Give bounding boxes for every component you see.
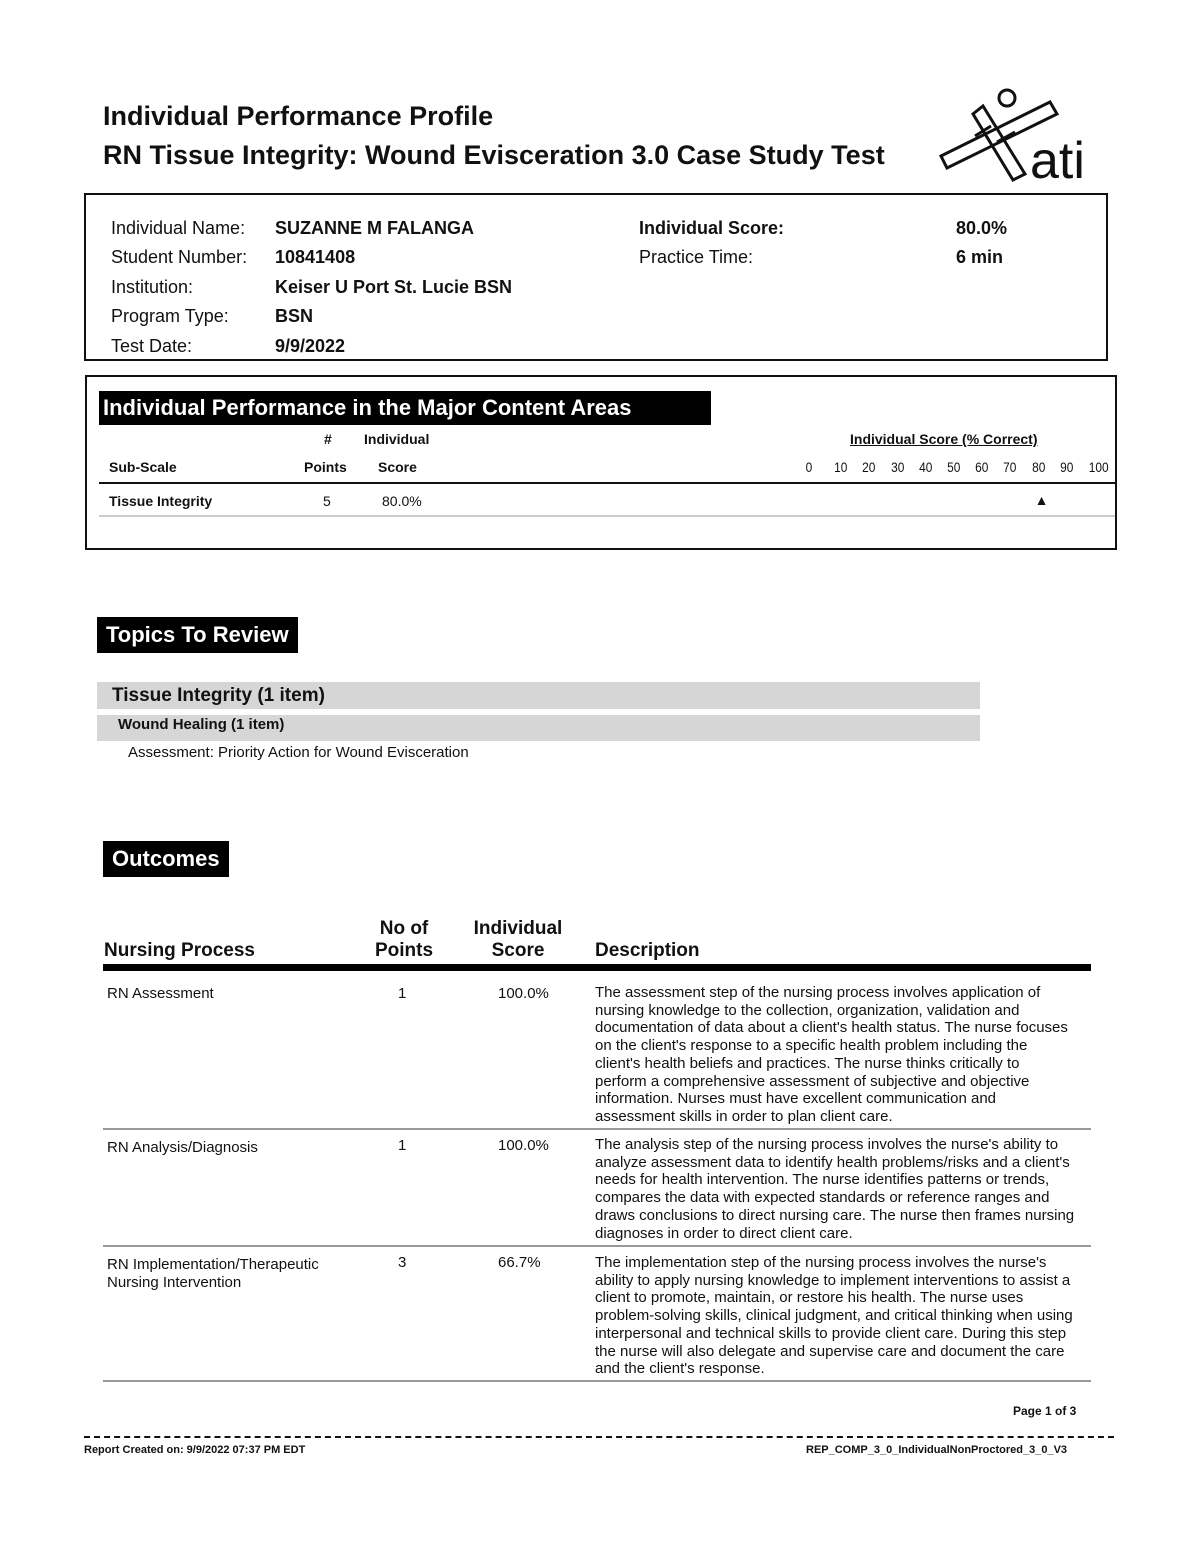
scale-tick: 20: [862, 459, 876, 475]
score-scale-title: Individual Score (% Correct): [850, 431, 1038, 447]
student-number-label: Student Number:: [111, 247, 248, 267]
scale-tick: 40: [918, 459, 933, 475]
outcome-points: 1: [398, 1137, 407, 1154]
no-of-header-line: No of: [379, 918, 429, 939]
scale-tick: 50: [947, 459, 961, 475]
scale-tick: 60: [975, 459, 989, 475]
outcome-process: RN Implementation/Therapeutic Nursing Intervention: [107, 1256, 319, 1291]
scale-tick: 70: [1003, 459, 1017, 475]
topic-subcategory: Wound Healing (1 item): [97, 715, 980, 741]
outcome-points: 3: [398, 1254, 407, 1271]
student-number-value: 10841408: [275, 247, 356, 267]
scale-tick: 100: [1088, 459, 1109, 475]
header-rule: [99, 482, 1115, 484]
score-header-line: Score: [491, 940, 545, 961]
description-header: Description: [595, 940, 700, 961]
outcome-process: RN Assessment: [107, 985, 214, 1002]
subscale-header: Sub-Scale: [109, 459, 177, 475]
outcome-score: 100.0%: [498, 1137, 549, 1154]
outcome-score: 66.7%: [498, 1254, 541, 1271]
no-of-points-header: [372, 918, 436, 962]
scale-tick: 80: [1031, 459, 1046, 475]
row-points: 5: [323, 493, 331, 509]
content-areas-heading: Individual Performance in the Major Content Areas: [99, 391, 711, 425]
outcomes-header-rule: [103, 964, 1091, 971]
individual-score-header: [470, 918, 566, 962]
points-hash-header: #: [324, 431, 332, 447]
institution-value: Keiser U Port St. Lucie BSN: [275, 277, 513, 297]
report-title: Individual Performance Profile: [103, 101, 494, 131]
footer-divider: [84, 1436, 1114, 1438]
report-code: REP_COMP_3_0_IndividualNonProctored_3_0_V3: [806, 1444, 1068, 1456]
row-subscale: Tissue Integrity: [109, 493, 213, 509]
report-created: Report Created on: 9/9/2022 07:37 PM EDT: [84, 1444, 306, 1456]
row-rule: [99, 515, 1115, 517]
outcome-description: The analysis step of the nursing process involves the nurse's ability to analyze assessment data to identify health problems/risks and a client's needs for health intervention. The nurse identifies patterns or trends, compares the data with expected standards or reference ranges and draws conclusions to direct nursing care. The nurse then frames nursing diagnoses in order to direct client care.: [595, 1136, 1075, 1242]
test-title: RN Tissue Integrity: Wound Evisceration 3.0 Case Study Test: [103, 140, 885, 170]
test-date-value: 9/9/2022: [275, 336, 346, 356]
practice-time-value: 6 min: [956, 247, 1004, 267]
scale-tick: 10: [834, 459, 848, 475]
name-label: Individual Name:: [111, 218, 246, 238]
name-value: SUZANNE M FALANGA: [275, 218, 474, 238]
topic-item: Assessment: Priority Action for Wound Evisceration: [128, 744, 469, 761]
outcome-description: The implementation step of the nursing process involves the nurse's ability to apply nursing knowledge to implement interventions to assist a client to promote, maintain, or restore his health. The nurse uses problem-solving skills, clinical judgment, and critical thinking when using interpersonal and technical skills to provide client care. During this step the nurse will also delegate and supervise care and document the care and the client's response.: [595, 1254, 1073, 1378]
outcome-points: 1: [398, 985, 407, 1002]
row-score: 80.0%: [382, 493, 422, 509]
page-number: Page 1 of 3: [1013, 1404, 1077, 1418]
outcome-description: The assessment step of the nursing process involves application of nursing knowledge to the collection, organization, validation and documentation of data about a client's health status. The nurse focuses on the client's response to a specific health problem including the client's health beliefs and practices. The nurse thinks critically to perform a comprehensive assessment of subjective and objective information. Nurses must have excellent communication and assessment skills in order to plan client care.: [595, 984, 1068, 1125]
individual-score-label: Individual Score:: [639, 218, 785, 238]
points-header: Points: [304, 459, 347, 475]
scale-tick: 0: [805, 459, 813, 475]
score-header: Score: [378, 459, 417, 475]
program-type-label: Program Type:: [111, 306, 229, 326]
outcome-score: 100.0%: [498, 985, 549, 1002]
individual-header-line: Individual: [473, 918, 563, 939]
test-date-label: Test Date:: [111, 336, 193, 356]
nursing-process-header: Nursing Process: [104, 940, 255, 961]
scale-tick: 90: [1059, 459, 1074, 475]
practice-time-label: Practice Time:: [639, 247, 754, 267]
scale-tick: 30: [890, 459, 905, 475]
score-marker-icon: ▲: [1034, 492, 1049, 508]
outcome-row-rule: [103, 1245, 1091, 1247]
outcome-row-rule: [103, 1380, 1091, 1382]
program-type-value: BSN: [275, 306, 314, 326]
ati-logo-text: ati: [1030, 132, 1085, 186]
student-info-box: [84, 193, 1108, 361]
outcome-row-rule: [103, 1128, 1091, 1130]
outcome-process: RN Analysis/Diagnosis: [107, 1139, 258, 1156]
individual-header: Individual: [364, 431, 430, 447]
topics-heading: Topics To Review: [97, 617, 298, 653]
institution-label: Institution:: [111, 277, 194, 297]
individual-score-value: 80.0%: [956, 218, 1008, 238]
points-header-line: Points: [374, 940, 434, 961]
ati-logo: [935, 86, 1110, 186]
content-areas-box: [85, 375, 1117, 550]
topic-category: Tissue Integrity (1 item): [97, 682, 980, 709]
outcomes-heading: Outcomes: [103, 841, 229, 877]
